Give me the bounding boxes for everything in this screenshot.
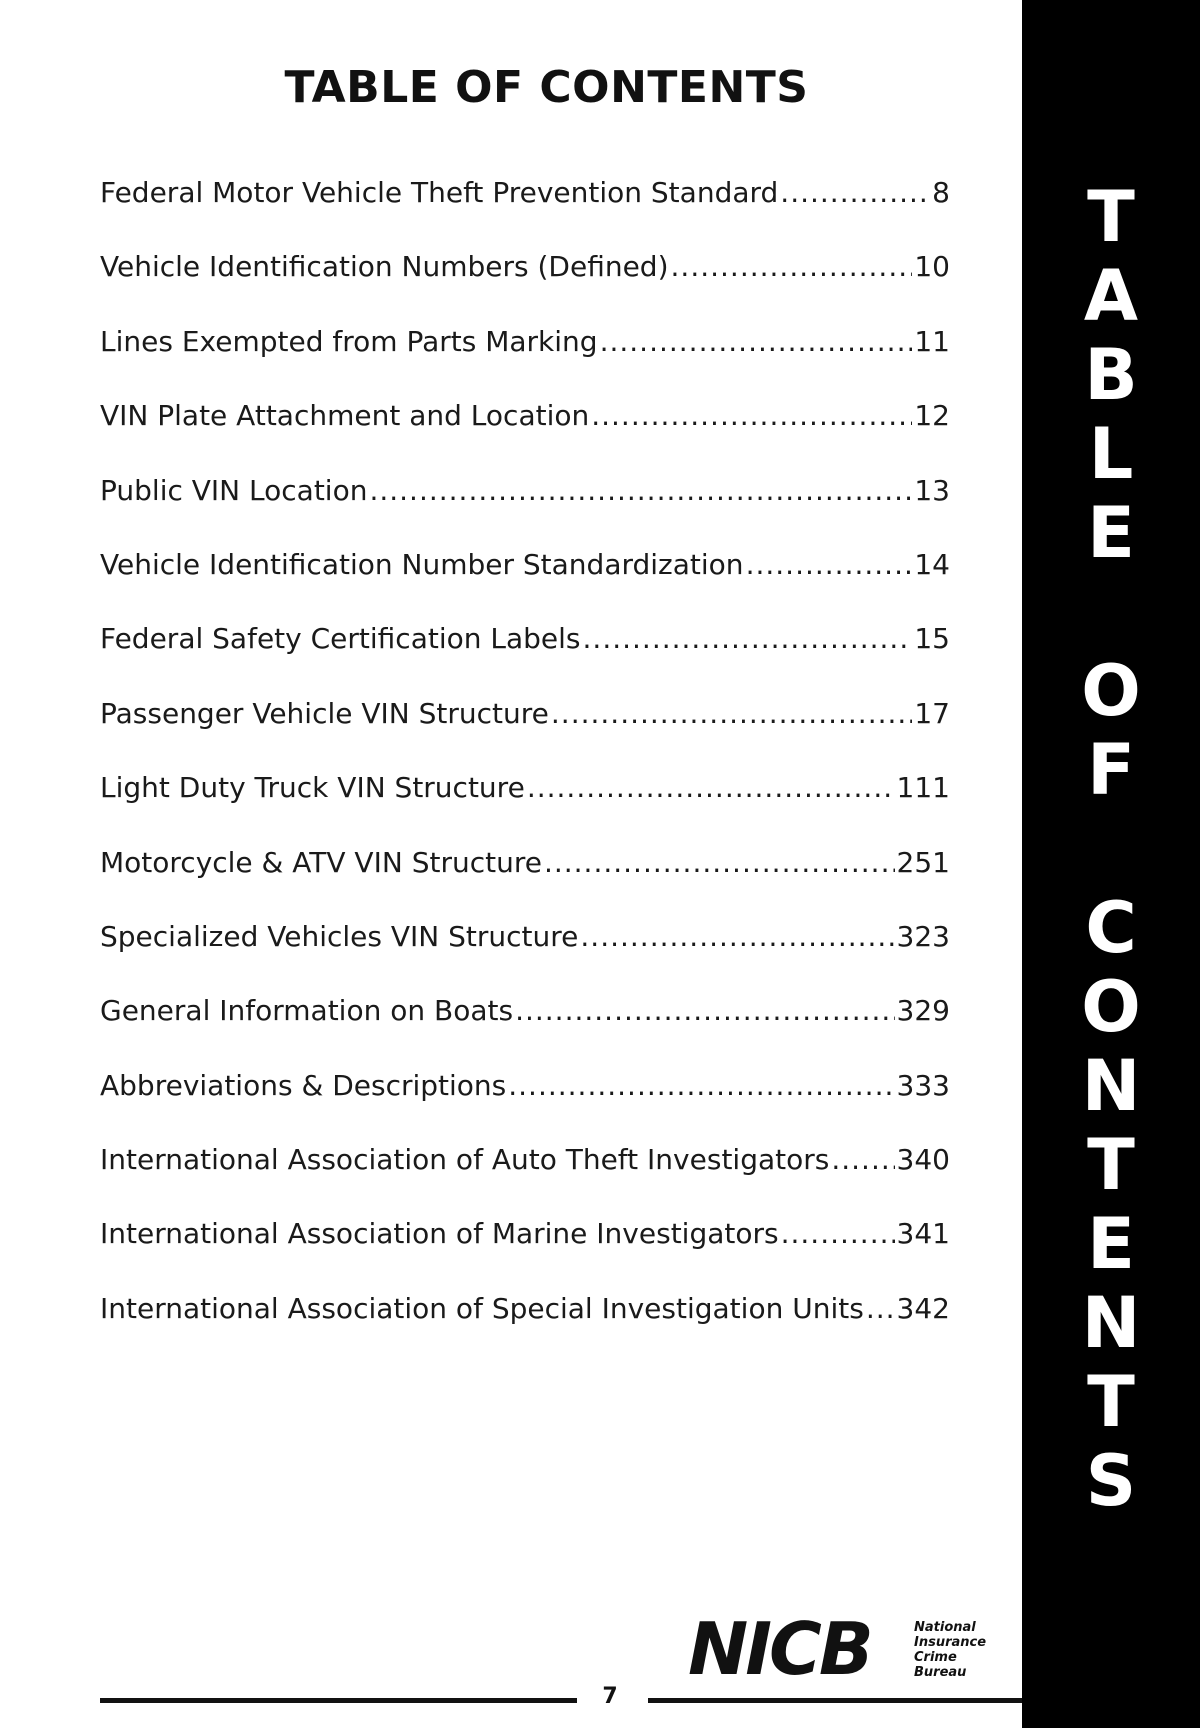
- dot-leader: [591, 399, 912, 432]
- toc-entry-page: 11: [914, 324, 950, 358]
- toc-entry-page: 329: [896, 994, 950, 1028]
- dot-leader: [508, 1069, 894, 1102]
- toc-entry-label: Motorcycle & ATV VIN Structure: [100, 845, 542, 879]
- toc-entry[interactable]: [100, 920, 950, 994]
- toc-entry-label: Vehicle Identification Number Standardization: [100, 547, 744, 581]
- dot-leader: [781, 1217, 895, 1250]
- side-tab-letter: O: [1081, 966, 1141, 1048]
- side-tab-letter: A: [1083, 255, 1139, 337]
- side-tab-vertical-title: [1022, 178, 1200, 1521]
- logo-line: Bureau: [914, 1665, 967, 1680]
- toc-entry-label: Vehicle Identification Numbers (Defined): [100, 250, 669, 284]
- toc-entry[interactable]: [100, 622, 950, 696]
- nicb-logo-subtitle: [914, 1620, 986, 1680]
- toc-entry-page: 10: [914, 250, 950, 284]
- side-tab-letter: C: [1085, 887, 1137, 969]
- toc-entry[interactable]: [100, 846, 950, 920]
- dot-leader: [515, 994, 894, 1027]
- dot-leader: [671, 250, 913, 283]
- footer-rule-left: [100, 1698, 577, 1703]
- toc-entry[interactable]: [100, 1069, 950, 1143]
- toc-entry-label: VIN Plate Attachment and Location: [100, 399, 590, 433]
- toc-entry-label: Lines Exempted from Parts Marking: [100, 324, 598, 358]
- side-tab-letter: S: [1085, 1440, 1137, 1522]
- side-tab-letter: F: [1087, 729, 1135, 811]
- dot-leader: [746, 548, 913, 581]
- logo-line: Crime: [914, 1650, 957, 1665]
- toc-entry-label: Abbreviations & Descriptions: [100, 1068, 507, 1102]
- toc-entry[interactable]: [100, 1292, 950, 1366]
- dot-leader: [527, 771, 895, 804]
- toc-entry-page: 340: [896, 1143, 950, 1177]
- toc-entry-page: 323: [896, 919, 950, 953]
- toc-entry-page: 14: [914, 547, 950, 581]
- dot-leader: [544, 846, 895, 879]
- table-of-contents: [100, 176, 950, 1366]
- side-tab-letter: T: [1087, 1361, 1135, 1443]
- toc-entry-page: 111: [896, 771, 950, 805]
- toc-entry-page: 13: [914, 473, 950, 507]
- side-tab-letter: E: [1087, 492, 1135, 574]
- page-title: TABLE OF CONTENTS: [284, 62, 809, 113]
- dot-leader: [600, 325, 913, 358]
- toc-entry-label: International Association of Special Investigation Units: [100, 1291, 864, 1325]
- toc-entry[interactable]: [100, 994, 950, 1068]
- nicb-logo: [688, 1607, 1008, 1691]
- dot-leader: [583, 622, 913, 655]
- toc-entry[interactable]: [100, 548, 950, 622]
- side-tab-letter: N: [1081, 1045, 1141, 1127]
- toc-entry[interactable]: [100, 771, 950, 845]
- logo-line: National: [914, 1620, 976, 1635]
- toc-entry-label: International Association of Auto Theft Investigators: [100, 1143, 830, 1177]
- dot-leader: [551, 697, 912, 730]
- toc-entry[interactable]: [100, 399, 950, 473]
- toc-entry-page: 12: [914, 399, 950, 433]
- toc-entry-page: 333: [896, 1068, 950, 1102]
- footer-rule-right: [648, 1698, 1022, 1703]
- side-tab-bar: [1022, 0, 1200, 1728]
- side-tab-letter: E: [1087, 1203, 1135, 1285]
- dot-leader: [780, 176, 930, 209]
- dot-leader: [369, 474, 912, 507]
- toc-entry[interactable]: [100, 1143, 950, 1217]
- toc-entry-label: Federal Safety Certification Labels: [100, 622, 581, 656]
- side-tab-letter: L: [1088, 413, 1134, 495]
- page-number: 7: [602, 1684, 618, 1709]
- dot-leader: [580, 920, 894, 953]
- nicb-logo-mark: NICB: [688, 1607, 871, 1691]
- logo-line: Insurance: [914, 1635, 987, 1650]
- dot-leader: [866, 1292, 895, 1325]
- toc-entry-label: Specialized Vehicles VIN Structure: [100, 919, 579, 953]
- toc-entry-page: 17: [914, 696, 950, 730]
- side-tab-letter: B: [1084, 334, 1138, 416]
- toc-entry[interactable]: [100, 1217, 950, 1291]
- toc-entry-page: 251: [896, 845, 950, 879]
- dot-leader: [831, 1143, 894, 1176]
- toc-entry[interactable]: [100, 176, 950, 250]
- toc-entry-page: 341: [896, 1217, 950, 1251]
- toc-entry[interactable]: [100, 325, 950, 399]
- toc-entry-label: Passenger Vehicle VIN Structure: [100, 696, 549, 730]
- toc-entry-label: General Information on Boats: [100, 994, 514, 1028]
- toc-entry-label: International Association of Marine Investigators: [100, 1217, 779, 1251]
- toc-entry[interactable]: [100, 474, 950, 548]
- toc-entry-label: Public VIN Location: [100, 473, 368, 507]
- toc-entry-label: Federal Motor Vehicle Theft Prevention Standard: [100, 176, 779, 209]
- toc-entry-page: 342: [896, 1291, 950, 1325]
- side-tab-letter: T: [1087, 1124, 1135, 1206]
- toc-entry[interactable]: [100, 250, 950, 324]
- side-tab-letter: T: [1087, 176, 1135, 258]
- toc-entry-page: 8: [932, 176, 950, 209]
- side-tab-letter: O: [1081, 650, 1141, 732]
- side-tab-letter: N: [1081, 1282, 1141, 1364]
- toc-entry-page: 15: [914, 622, 950, 656]
- toc-entry-label: Light Duty Truck VIN Structure: [100, 771, 525, 805]
- toc-entry[interactable]: [100, 697, 950, 771]
